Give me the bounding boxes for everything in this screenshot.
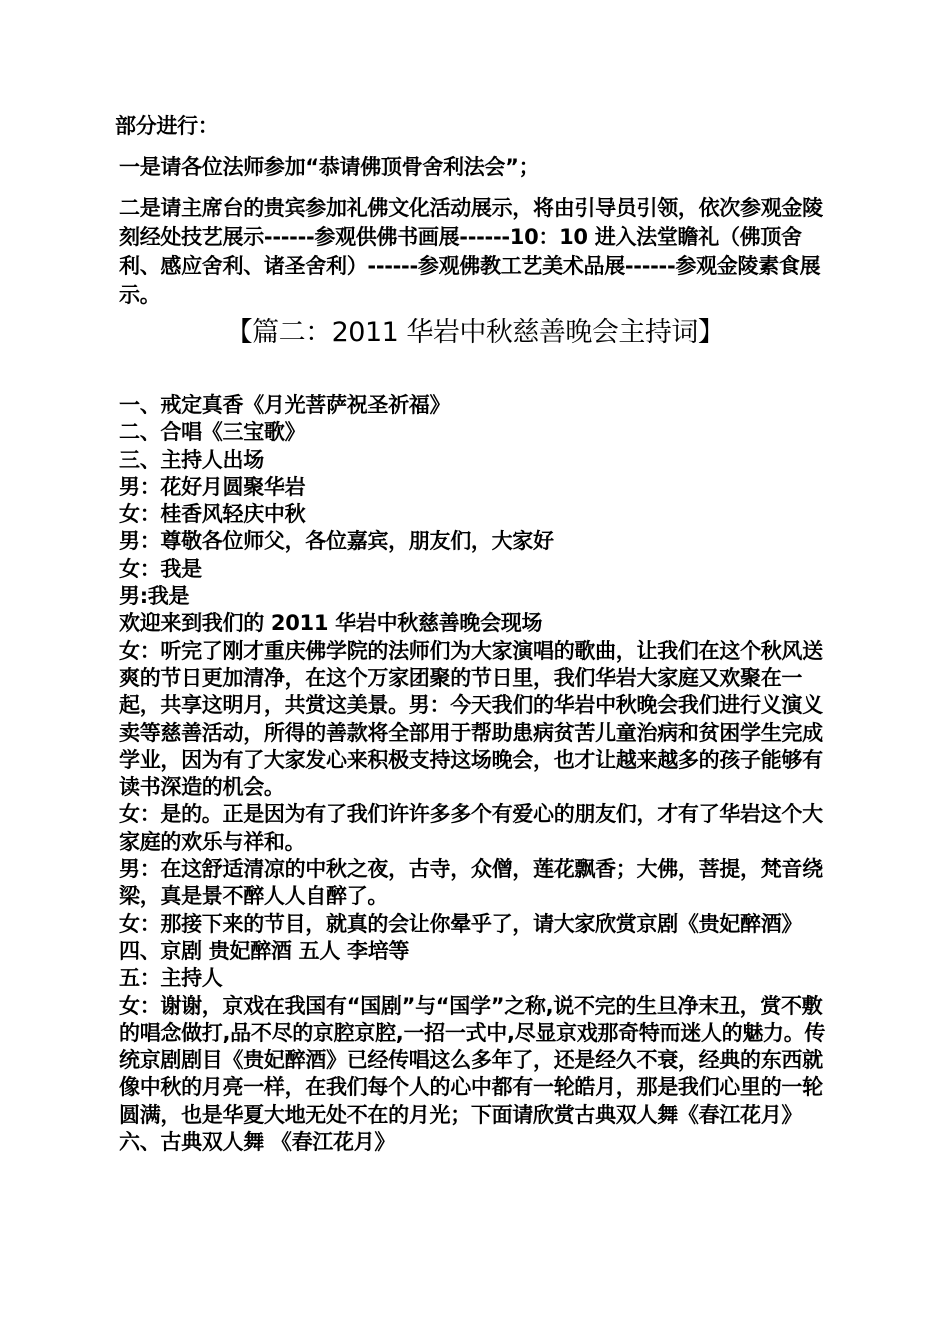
script-line: 四、京剧 贵妃醉酒 五人 李培等 <box>119 938 410 963</box>
script-line: 女：谢谢，京戏在我国有“国剧”与“国学”之称,说不完的生旦净末丑，赏不敷的唱念做打,品不尽的京腔京腔,一招一式中,尽显京戏那奇特而迷人的魅力。传统京剧剧目《贵妃醉酒》已经传唱这么多年了，还是经久不衰，经典的东西就像中秋的月亮一样，在我们每个人的心中都有一轮皓月，那是我们心里的一轮圆满，也是华夏大地无处不在的月光；下面请欣赏古典双人舞《春江花月》 <box>119 993 826 1127</box>
script-line: 男：花好月圆聚华岩 <box>119 474 306 499</box>
script-line: 男:我是 <box>119 584 190 609</box>
script-line: 女：桂香风轻庆中秋 <box>119 502 306 527</box>
script-line: 女：是的。正是因为有了我们许许多多个有爱心的朋友们，才有了华岩这个大家庭的欢乐与祥和。 <box>119 802 823 854</box>
script-line: 二、合唱《三宝歌》 <box>119 420 306 445</box>
intro-heading: 部分进行： <box>115 114 219 138</box>
script-line: 欢迎来到我们的 2011 华岩中秋慈善晚会现场 <box>119 611 543 636</box>
script-line: 一、戒定真香《月光菩萨祝圣祈福》 <box>119 393 451 417</box>
document-body <box>115 112 835 1156</box>
script-line: 女：我是 <box>119 556 202 581</box>
script-line: 女：听完了刚才重庆佛学院的法师们为大家演唱的歌曲，让我们在这个秋风送爽的节日更加清净，在这个万家团聚的节日里，我们华岩大家庭又欢聚在一起，共享这明月，共赏这美景。男：今天我们的华岩中秋晚会我们进行义演义卖等慈善活动，所得的善款将全部用于帮助患病贫苦儿童治病和贫困学生完成学业，因为有了大家发心来积极支持这场晚会，也才让越来越多的孩子能够有读书深造的机会。 <box>119 638 823 800</box>
intro-item-1: 一是请各位法师参加“恭请佛顶骨舍利法会”； <box>119 155 540 179</box>
script-line: 三、主持人出场 <box>119 447 264 472</box>
intro-item-2: 二是请主席台的贵宾参加礼佛文化活动展示，将由引导员引领，依次参观金陵刻经处技艺展示------参观供佛书画展------10：10 进入法堂瞻礼（佛顶舍利、感应舍利、诸圣舍利）------参观佛教工艺美术品展------参观金陵素食展示。 <box>119 196 823 307</box>
script-line: 男：在这舒适清凉的中秋之夜，古寺，众僧，莲花飘香；大佛，菩提，梵音绕梁，真是景不醉人人自醉了。 <box>119 857 823 909</box>
script-line: 男：尊敬各位师父，各位嘉宾，朋友们，大家好 <box>119 529 554 554</box>
host-script <box>115 392 835 1156</box>
script-line: 六、古典双人舞 《春江花月》 <box>119 1130 396 1155</box>
section-title: 【篇二：2011 华岩中秋慈善晚会主持词】 <box>225 317 725 348</box>
script-line: 女：那接下来的节目，就真的会让你晕乎了，请大家欣赏京剧《贵妃醉酒》 <box>119 911 803 936</box>
script-line: 五：主持人 <box>119 966 223 991</box>
